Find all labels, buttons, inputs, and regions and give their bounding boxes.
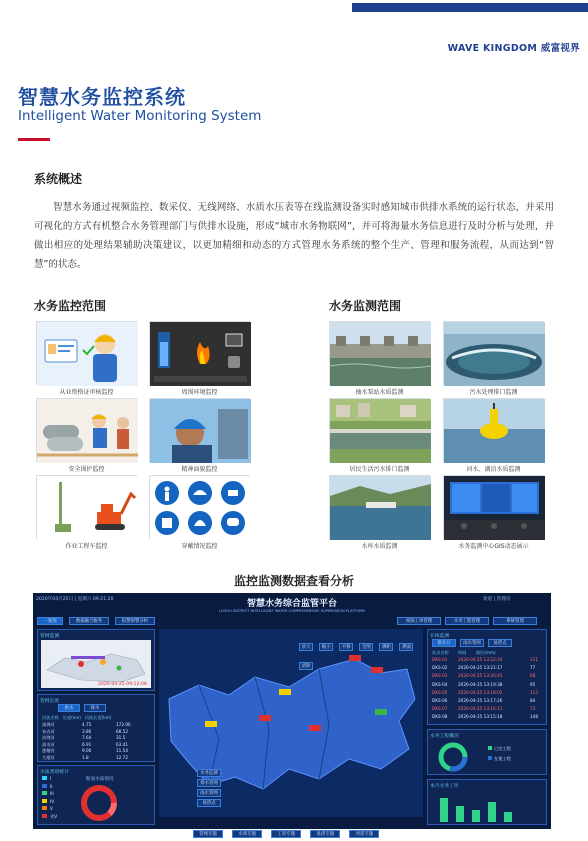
legend-swatch xyxy=(488,746,492,750)
legend-label: I xyxy=(50,776,52,781)
lake-buoy-image xyxy=(443,398,544,462)
platform-dashboard xyxy=(33,593,551,837)
table-row[interactable] xyxy=(42,742,150,748)
map-measure-area[interactable]: 测面 xyxy=(399,643,413,651)
detect-caption-5: 水库水质监测 xyxy=(361,543,398,550)
table-cell: 12.72 xyxy=(116,755,128,760)
pipe-monitor-panel xyxy=(37,629,155,691)
legend-item xyxy=(42,799,54,804)
table-cell: 7.64 xyxy=(82,735,92,741)
map-zoom-out[interactable]: 缩小 xyxy=(319,643,333,651)
table-row[interactable] xyxy=(432,682,544,687)
overview-heading: 系统概述 xyxy=(34,172,83,186)
tab-overview-map[interactable]: 一张图 xyxy=(37,617,63,625)
tab-data-fusion[interactable]: 数据融合服务 xyxy=(69,617,109,625)
col-river: 河流名称 xyxy=(42,715,59,720)
monitor-caption-2: 周围环境监控 xyxy=(181,389,218,396)
map-measure-distance[interactable]: 测距 xyxy=(379,643,393,651)
table-cell: 大望河 xyxy=(42,755,55,760)
legend-label: V xyxy=(50,806,53,811)
legend-label: II xyxy=(50,783,53,789)
col-length: 长度(km) xyxy=(62,715,81,720)
legend-label: 劣V xyxy=(50,813,58,819)
panel-heading: 管网监测 xyxy=(40,634,60,639)
table-cell: 172.06 xyxy=(116,722,131,727)
table-cell: DKS-01 xyxy=(432,657,448,662)
table-row[interactable] xyxy=(42,722,150,728)
detect-scope-heading: 水务监测范围 xyxy=(329,299,402,313)
tab-flood-topic[interactable]: 易涝专题 xyxy=(310,830,340,838)
monthly-work-panel xyxy=(427,779,547,825)
environment-monitor-image xyxy=(149,321,250,385)
right-table-header xyxy=(432,650,496,656)
legend-swatch xyxy=(42,814,47,818)
map-btn-rain-pipe[interactable]: 雨水管网 xyxy=(197,789,221,797)
safety-fence-image xyxy=(36,398,137,462)
table-cell: 1.8 xyxy=(82,755,89,760)
online-monitor-panel xyxy=(427,629,547,725)
dashboard-datetime: 2020年04月25日 | 星期六 09:21:20 xyxy=(36,597,114,602)
detect-caption-1: 抽水泵站水质监测 xyxy=(355,389,404,396)
tab-condition-topic[interactable]: 工况专题 xyxy=(271,830,301,838)
brand-logo-text: WAVE KINGDOM 威富视界 xyxy=(447,43,580,54)
table-cell: 2020-04-25 13:19:38 xyxy=(458,681,503,687)
legend-item xyxy=(42,791,54,796)
table-cell: DKS-04 xyxy=(432,681,448,687)
pump-station-image xyxy=(329,321,430,385)
table-cell: 沙湾河 xyxy=(42,735,55,741)
map-timestamp: 2020-04-25 09:12:08 xyxy=(98,682,147,687)
gis-center-image xyxy=(443,475,544,539)
table-cell: 112 xyxy=(530,689,538,695)
tab-flood-points[interactable]: 易涝点 xyxy=(488,639,512,647)
table-cell: 布吉河 xyxy=(42,728,55,734)
map-btn-flood-point[interactable]: 易涝点 xyxy=(197,799,221,807)
table-row[interactable] xyxy=(42,735,150,741)
map-btn-drain-pipe[interactable]: 排水管网 xyxy=(197,779,221,787)
panel-heading: 管网长度 xyxy=(40,699,60,704)
table-cell: 3.86 xyxy=(82,728,92,734)
col-river-length: 河流长度(km) xyxy=(84,715,112,720)
monitor-caption-5: 作业工程车监控 xyxy=(65,543,108,550)
sewage-outlet-image xyxy=(443,321,544,385)
map-full-extent[interactable]: 全图 xyxy=(359,643,373,651)
table-cell: 11.54 xyxy=(116,748,128,754)
table-cell: DKS-03 xyxy=(432,673,448,679)
table-cell: DKS-02 xyxy=(432,665,448,671)
col-level: 液位(mm) xyxy=(475,650,496,655)
monitor-caption-4: 精神面貌监控 xyxy=(181,466,218,473)
table-cell: 4.75 xyxy=(82,722,92,727)
table-cell: 2020-04-25 13:16:11 xyxy=(458,706,503,712)
table-cell: 2020-04-25 13:22:10 xyxy=(458,657,503,662)
table-cell: 77 xyxy=(530,665,536,671)
legend-text: 已完工程 xyxy=(494,746,511,751)
dashboard-user: 欢迎 | 管理员 xyxy=(483,597,511,602)
legend-item xyxy=(42,784,52,789)
legend-swatch xyxy=(42,791,47,795)
tab-water-supply[interactable]: 供水 xyxy=(58,704,80,712)
table-cell: 31.5 xyxy=(116,735,126,741)
engineering-overview-panel xyxy=(427,729,547,775)
table-row[interactable] xyxy=(432,714,544,719)
table-cell: 73 xyxy=(530,706,536,712)
map-pan[interactable]: 平移 xyxy=(339,643,353,651)
page-title: 智慧水务监控系统 xyxy=(18,85,186,109)
legend-completed xyxy=(488,746,511,752)
table-cell: 6.91 xyxy=(82,741,92,747)
detect-caption-6: 水务监测中心GIS动态展示 xyxy=(458,543,529,550)
legend-label: III xyxy=(50,791,54,796)
legend-swatch xyxy=(42,806,47,810)
legend-text: 在建工程 xyxy=(494,756,511,761)
table-cell: 深圳河 xyxy=(42,722,55,727)
table-cell: 68.52 xyxy=(116,728,128,734)
table-row[interactable] xyxy=(432,706,544,711)
gis-map[interactable] xyxy=(159,629,423,817)
donut-label: 断面水质情况 xyxy=(86,777,114,782)
bottom-tab-bar xyxy=(193,820,379,839)
analysis-heading: 监控监测数据查看分析 xyxy=(233,574,354,588)
panel-heading: 水务工程概况 xyxy=(430,734,459,739)
panel-heading: 本月水务工作 xyxy=(430,784,459,789)
table-row[interactable] xyxy=(432,665,544,670)
table-cell: 2020-04-25 13:20:45 xyxy=(458,673,503,679)
table-cell: 2020-04-25 13:17:26 xyxy=(458,698,503,703)
detect-caption-3: 居民生活污水排口监测 xyxy=(349,466,410,473)
table-row[interactable] xyxy=(432,698,544,703)
tab-engineering[interactable]: 水务工程管理 xyxy=(445,617,489,625)
table-cell: 清水河 xyxy=(42,741,55,747)
residential-sewage-image xyxy=(329,398,430,462)
monthly-work-bars xyxy=(434,792,542,824)
overview-paragraph: 智慧水务通过视频监控、数采仪、无线网络、水质水压表等在线监测设备实时感知城市供排水系统的运行状态，并采用可视化的方式有机整合水务管理部门与供排水设施，形成“城市水务物联网”，并可将海量水务信息进行及时分析与处理，并做出相应的处理结果辅助决策建议，以更加精细和动态的方式管理水务系统的整个生产、管理和服务流程，从而达到“智慧”的状态。 xyxy=(34,202,554,270)
table-header xyxy=(42,715,111,721)
table-row[interactable] xyxy=(42,755,150,761)
legend-swatch xyxy=(42,776,47,780)
tab-system[interactable]: 系统管理 xyxy=(493,617,537,625)
table-cell: 9.06 xyxy=(82,748,92,754)
qualification-check-image xyxy=(36,321,137,385)
pipe-length-panel xyxy=(37,694,155,762)
engineering-donut-chart xyxy=(436,740,470,774)
table-cell: 68 xyxy=(530,673,536,679)
tab-outlets[interactable]: 排水口 xyxy=(432,639,456,647)
tab-pipe-topic[interactable]: 管网专题 xyxy=(193,830,223,838)
table-cell: DKS-05 xyxy=(432,689,448,695)
table-row[interactable] xyxy=(432,673,544,678)
legend-swatch xyxy=(42,799,47,803)
legend-label: IV xyxy=(50,798,55,804)
dashboard-subtitle: LUOHU DISTRICT INTELLIGENT WATER COMPREHENSIVE SUPERVISION PLATFORM xyxy=(219,609,365,613)
panel-heading: 在线监测 xyxy=(430,634,450,639)
table-row[interactable] xyxy=(432,657,544,662)
legend-in-progress xyxy=(488,756,511,762)
table-cell: 95 xyxy=(530,681,536,687)
table-cell: DKS-06 xyxy=(432,698,448,703)
col-time: 时间 xyxy=(458,650,467,655)
construction-vehicle-image xyxy=(36,475,137,539)
table-cell: 莲塘河 xyxy=(42,748,55,754)
quality-donut-chart xyxy=(78,782,120,824)
page-subtitle: Intelligent Water Monitoring System xyxy=(18,108,262,124)
detect-caption-4: 河水、湖泊水质监测 xyxy=(466,466,521,473)
tab-drainage[interactable]: 排水 xyxy=(84,704,106,712)
dashboard-title: 智慧水务综合监管平台 xyxy=(246,599,337,609)
ppe-wearing-image xyxy=(149,475,250,539)
table-cell: 2020-04-25 13:18:02 xyxy=(458,689,503,695)
monitor-caption-6: 穿戴情况监控 xyxy=(181,543,218,550)
detect-caption-2: 污水处理排口监测 xyxy=(469,389,518,396)
monitor-caption-1: 从业资格证审核监控 xyxy=(59,389,114,396)
table-row[interactable] xyxy=(42,729,150,735)
table-cell: 84 xyxy=(530,698,536,703)
table-cell: DKS-08 xyxy=(432,714,448,720)
title-underline xyxy=(18,138,50,141)
tab-river-topic[interactable]: 河道专题 xyxy=(349,830,379,838)
map-btn-water-monitor[interactable]: 水务监测 xyxy=(197,769,221,777)
monitor-scope-heading: 水务监控范围 xyxy=(34,299,107,313)
table-cell: 2020-04-25 13:15:18 xyxy=(458,714,503,720)
tab-rain-network[interactable]: 雨水管网 xyxy=(460,639,484,647)
worker-spirit-image xyxy=(149,398,250,462)
legend-swatch xyxy=(42,784,47,788)
tab-waters-topic[interactable]: 水域专题 xyxy=(232,830,262,838)
col-station: 站点名称 xyxy=(432,650,449,655)
table-row[interactable] xyxy=(42,748,150,754)
table-row[interactable] xyxy=(432,690,544,695)
legend-item xyxy=(42,814,57,820)
map-zoom-in[interactable]: 放大 xyxy=(299,643,313,651)
panel-heading: 水质类别统计 xyxy=(40,770,69,775)
table-cell: 2020-04-25 13:21:17 xyxy=(458,665,503,671)
legend-item xyxy=(42,776,51,781)
monitor-caption-3: 安全围护监控 xyxy=(68,466,105,473)
tab-video-orders[interactable]: 视频工单管理 xyxy=(397,617,441,625)
tab-alarm-analysis[interactable]: 报警预警分析 xyxy=(115,617,155,625)
reservoir-image xyxy=(329,475,430,539)
table-cell: DKS-07 xyxy=(432,706,448,712)
water-quality-panel xyxy=(37,765,155,825)
legend-swatch xyxy=(488,756,492,760)
top-accent-bar xyxy=(352,3,588,12)
map-clear[interactable]: 清除 xyxy=(299,662,313,670)
legend-item xyxy=(42,806,53,811)
table-cell: 63.41 xyxy=(116,741,128,747)
table-cell: 148 xyxy=(530,714,538,720)
table-cell: 121 xyxy=(530,657,538,662)
